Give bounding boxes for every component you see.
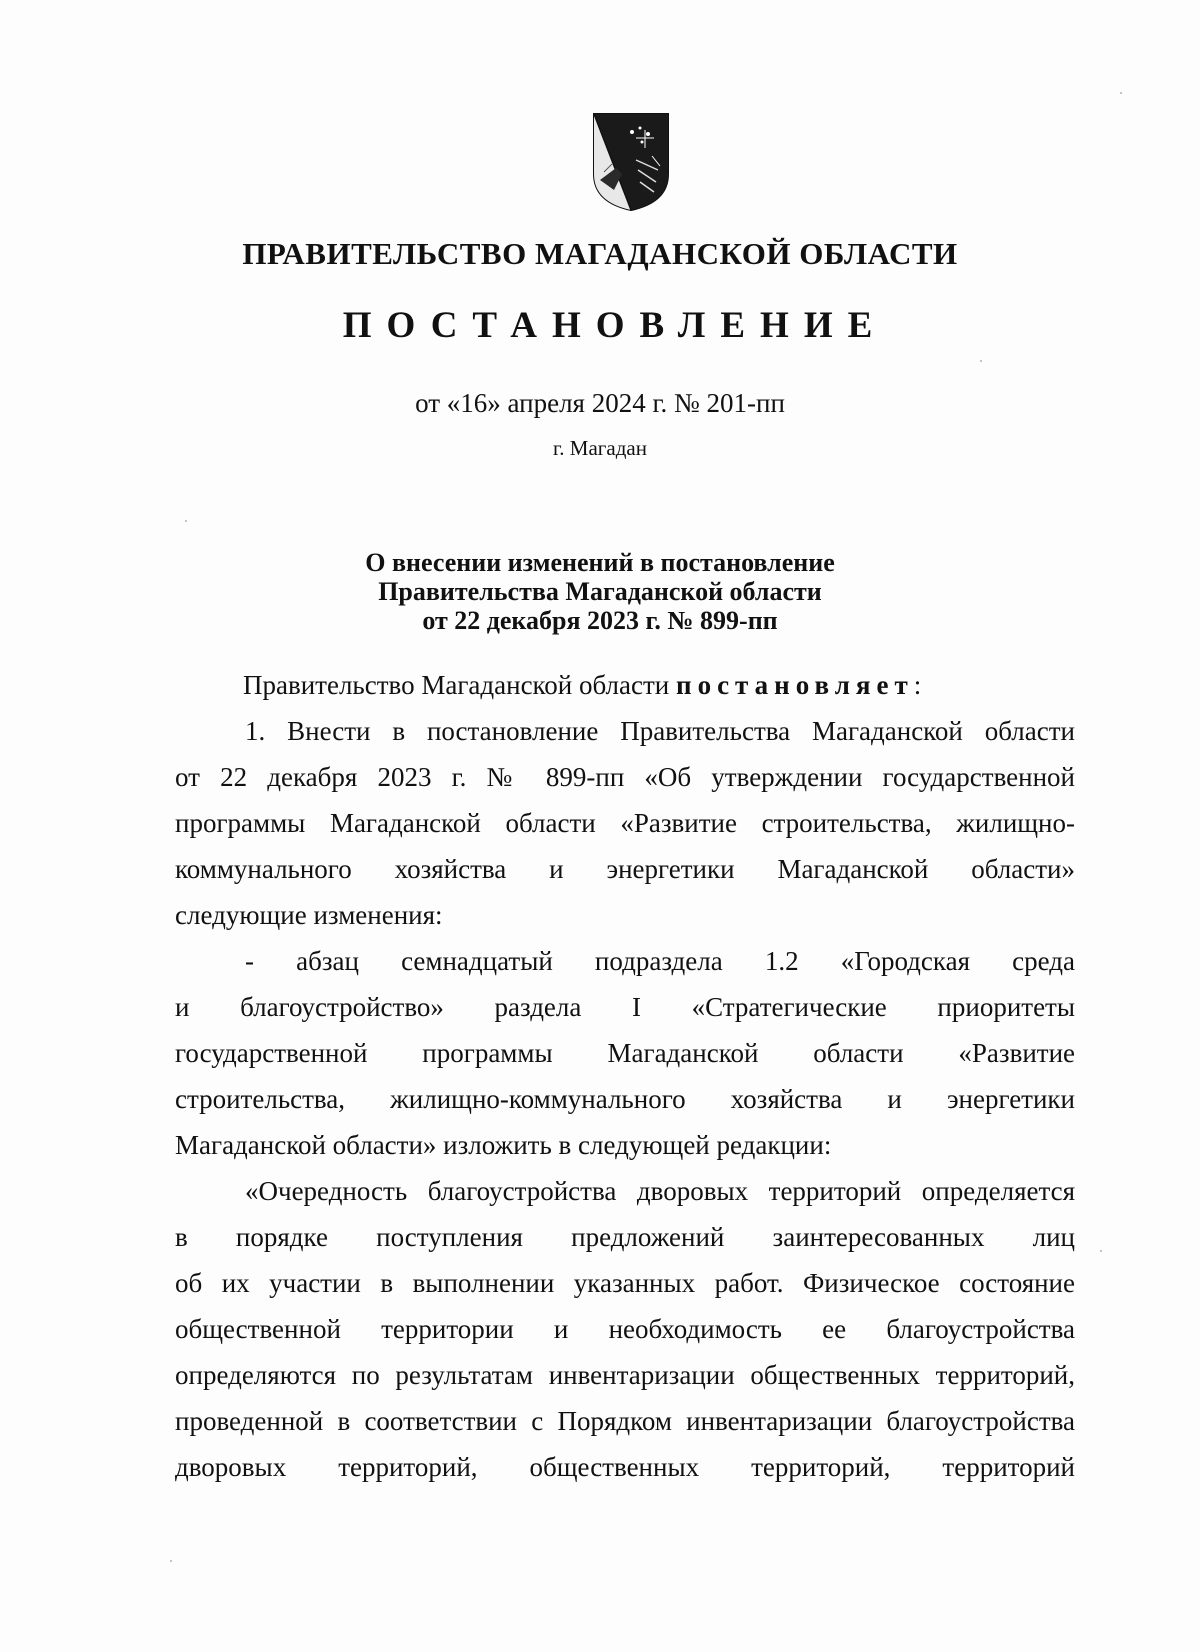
- subject-line: О внесении изменений в постановление: [365, 548, 835, 577]
- paragraph-line: коммунального хозяйства и энергетики Магаданской области»: [175, 854, 1075, 884]
- paragraph-line: - абзац семнадцатый подраздела 1.2 «Городская среда: [245, 946, 1075, 976]
- intro-keyword: постановляет: [676, 670, 914, 700]
- paragraph-line: государственной программы Магаданской области «Развитие: [175, 1038, 1075, 1068]
- paragraph-line: проведенной в соответствии с Порядком инвентаризации благоустройства: [175, 1406, 1075, 1436]
- coat-of-arms-icon: [592, 112, 670, 212]
- paragraph-line: «Очередность благоустройства дворовых территорий определяется: [245, 1176, 1075, 1206]
- paragraph-line: Магаданской области» изложить в следующей редакции:: [175, 1130, 832, 1160]
- scan-speck: [1100, 1250, 1102, 1252]
- paragraph-line: 1. Внести в постановление Правительства Магаданской области: [245, 716, 1075, 746]
- paragraph-line: определяются по результатам инвентаризации общественных территорий,: [175, 1360, 1075, 1390]
- scan-speck: [1120, 92, 1122, 94]
- paragraph-line: в порядке поступления предложений заинтересованных лиц: [175, 1222, 1075, 1252]
- paragraph-line: строительства, жилищно-коммунального хозяйства и энергетики: [175, 1084, 1075, 1114]
- paragraph-line: и благоустройство» раздела I «Стратегические приоритеты: [175, 992, 1075, 1022]
- scan-speck: [170, 1560, 172, 1562]
- scan-speck: [185, 520, 187, 522]
- intro-paragraph: [175, 668, 1143, 702]
- subject-line: от 22 декабря 2023 г. № 899-пп: [422, 606, 778, 635]
- document-date-number: от «16» апреля 2024 г. № 201-пп: [415, 388, 785, 418]
- document-subject: [0, 548, 1200, 635]
- paragraph-line: общественной территории и необходимость ее благоустройства: [175, 1314, 1075, 1344]
- government-title: ПРАВИТЕЛЬСТВО МАГАДАНСКОЙ ОБЛАСТИ: [242, 236, 958, 271]
- subject-line: Правительства Магаданской области: [378, 577, 822, 606]
- document-city: г. Магадан: [553, 436, 647, 460]
- paragraph-line: дворовых территорий, общественных территорий, территорий: [175, 1452, 1075, 1482]
- paragraph-line: об их участии в выполнении указанных работ. Физическое состояние: [175, 1268, 1075, 1298]
- paragraph-line: программы Магаданской области «Развитие строительства, жилищно-: [175, 808, 1075, 838]
- intro-colon: :: [913, 670, 922, 700]
- paragraph-line: от 22 декабря 2023 г. № 899-пп «Об утверждении государственной: [175, 762, 1075, 792]
- scan-speck: [980, 360, 982, 362]
- document-type: ПОСТАНОВЛЕНИЕ: [342, 305, 888, 346]
- intro-text: Правительство Магаданской области: [243, 670, 670, 700]
- paragraph-line: следующие изменения:: [175, 900, 443, 930]
